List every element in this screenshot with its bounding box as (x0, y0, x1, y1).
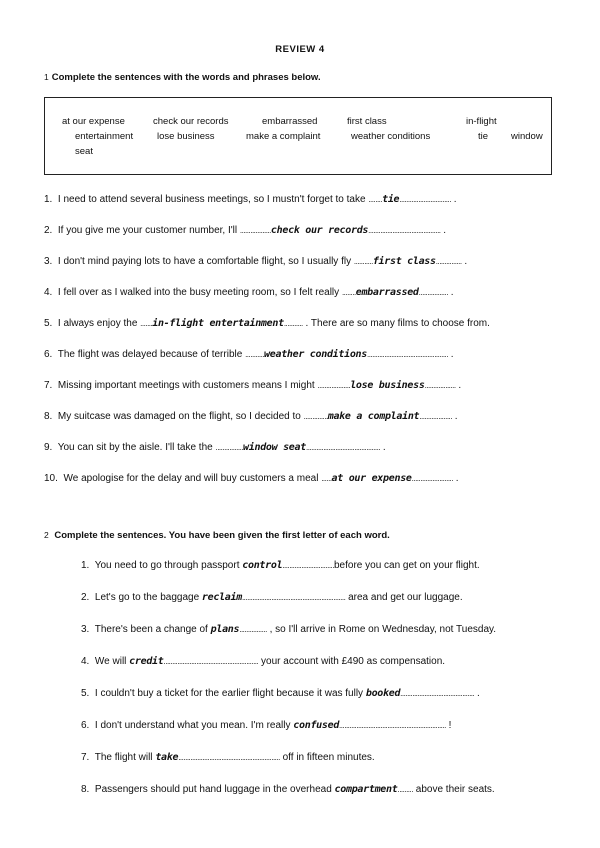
item-number: 7. (44, 380, 53, 391)
exercise2-item (81, 560, 480, 571)
answer-text: make a complaint (327, 411, 420, 422)
blank-dots: ................ (239, 625, 267, 634)
item-text: The flight was delayed because of terrible (57, 349, 246, 360)
item-text-end: , so I'll arrive in Rome on Wednesday, not Tuesday. (266, 624, 497, 635)
item-text-end: . (447, 287, 454, 298)
item-text-end: . (474, 688, 480, 699)
item-number: 1. (44, 194, 53, 205)
blank-dots: ........ (368, 195, 383, 204)
blank-dots: ............................................... (367, 350, 448, 359)
exercise1-item (44, 318, 490, 329)
exercise2-item (81, 720, 451, 731)
item-number: 9. (44, 442, 53, 453)
item-text: You can sit by the aisle. I'll take the (57, 442, 216, 453)
blank-dots: ........................................... (400, 689, 475, 698)
answer-text: take (155, 752, 179, 763)
item-text: Let's go to the baggage (94, 592, 202, 603)
exercise2-item (81, 752, 375, 763)
blank-dots: .......................................... (368, 226, 441, 235)
item-text: I need to attend several business meetings, so I mustn't forget to take (57, 194, 369, 205)
exercise1-item (44, 380, 461, 391)
item-text: If you give me your customer number, I'll (57, 225, 240, 236)
blank-dots: ............... (435, 257, 462, 266)
word-bank-item: at our expense (62, 116, 125, 127)
blank-dots: .............................. (399, 195, 451, 204)
item-text-end: . (455, 380, 462, 391)
answer-text: check our records (270, 225, 369, 236)
item-number: 6. (81, 720, 90, 731)
exercise1-item (44, 473, 459, 484)
exercise2-item (81, 592, 463, 603)
item-text: I always enjoy the (57, 318, 141, 329)
word-bank-item: make a complaint (246, 131, 321, 142)
item-text: We will (94, 656, 130, 667)
word-bank-item: tie (478, 131, 489, 142)
blank-dots: ............................................................ (241, 593, 346, 602)
item-text: I fell over as I walked into the busy meeting room, so I felt really (57, 287, 342, 298)
item-text: I couldn't buy a ticket for the earlier flight because it was fully (94, 688, 366, 699)
answer-text: confused (293, 720, 340, 731)
page-title: REVIEW 4 (275, 44, 325, 55)
blank-dots: ....... (140, 319, 153, 328)
item-text-end: . (452, 411, 458, 422)
word-bank-item: first class (347, 116, 387, 127)
word-bank-item: lose business (157, 131, 215, 142)
answer-text: tie (382, 194, 400, 205)
word-bank-item: embarrassed (262, 116, 318, 127)
blank-dots: ................... (317, 381, 351, 390)
exercise1-item (44, 411, 458, 422)
item-number: 2. (44, 225, 53, 236)
item-number: 4. (44, 287, 53, 298)
item-text-end: your account with £490 as compensation. (258, 656, 446, 667)
item-text-end: ! (445, 720, 452, 731)
item-text-end: . (461, 256, 468, 267)
item-text-end: off in fifteen minutes. (279, 752, 375, 763)
answer-text: weather conditions (264, 349, 368, 360)
item-text: Passengers should put hand luggage in the overhead (94, 784, 335, 795)
item-number: 10. (44, 473, 58, 484)
item-text: You need to go through passport (94, 560, 243, 571)
blank-dots: ........................................................... (178, 753, 280, 762)
word-bank-item: check our records (153, 116, 229, 127)
blank-dots: ................... (419, 412, 452, 421)
blank-dots: ........................................... (305, 443, 381, 452)
blank-dots: ................. (418, 288, 448, 297)
item-text: There's been a change of (94, 624, 211, 635)
item-number: 1. (81, 560, 90, 571)
section1-instruction: Complete the sentences with the words and phrases below. (51, 72, 321, 83)
exercise1-item (44, 256, 467, 267)
word-bank-item: entertainment (75, 131, 134, 142)
item-text-end: above their seats. (412, 784, 495, 795)
word-bank-item: seat (75, 146, 93, 157)
section2-instruction: Complete the sentences. You have been given the first letter of each word. (54, 530, 390, 541)
section1-heading (44, 72, 321, 83)
item-text-end: . (380, 442, 386, 453)
exercise1-item (44, 194, 457, 205)
item-text-end: . (440, 225, 447, 236)
item-text: The flight will (94, 752, 156, 763)
exercise1-item (44, 442, 386, 453)
item-text: I don't understand what you mean. I'm really (94, 720, 294, 731)
answer-text: embarrassed (355, 287, 419, 298)
section2-heading (44, 530, 390, 541)
blank-dots: .............................................................. (339, 721, 446, 730)
item-number: 6. (44, 349, 53, 360)
blank-dots: ........ (341, 288, 356, 297)
item-number: 8. (44, 411, 53, 422)
answer-text: window seat (243, 442, 306, 453)
answer-text: plans (210, 624, 240, 635)
item-number: 7. (81, 752, 90, 763)
answer-text: credit (129, 656, 164, 667)
item-number: 5. (44, 318, 53, 329)
blank-dots: .............. (303, 412, 328, 421)
item-text-end: . (450, 194, 457, 205)
item-number: 5. (81, 688, 90, 699)
item-text-end: . (452, 473, 459, 484)
item-text: Missing important meetings with customers means I might (57, 380, 318, 391)
answer-text: in-flight entertainment (152, 318, 284, 329)
word-bank-item: weather conditions (351, 131, 431, 142)
answer-text: compartment (334, 784, 398, 795)
exercise2-item (81, 624, 496, 635)
word-bank-item: window (511, 131, 543, 142)
blank-dots: ......... (397, 785, 413, 794)
item-number: 3. (81, 624, 90, 635)
blank-dots: .................. (424, 381, 456, 390)
item-number: 3. (44, 256, 53, 267)
blank-dots: ........... (245, 350, 265, 359)
item-text-end: . (447, 349, 454, 360)
blank-dots: ................ (215, 443, 244, 452)
section2-number: 2 (44, 530, 49, 540)
item-text: My suitcase was damaged on the flight, so I decided to (57, 411, 304, 422)
section1-number: 1 (44, 72, 49, 82)
item-text: We apologise for the delay and will buy customers a meal (63, 473, 322, 484)
answer-text: booked (365, 688, 401, 699)
item-text-end: before you can get on your flight. (334, 560, 480, 571)
exercise1-item (44, 349, 454, 360)
word-bank-item: in-flight (466, 116, 497, 127)
answer-text: at our expense (331, 473, 412, 484)
answer-text: control (242, 560, 283, 571)
item-text: I don't mind paying lots to have a comfortable flight, so I usually fly (57, 256, 354, 267)
item-text-end: area and get our luggage. (345, 592, 463, 603)
blank-dots: .................. (239, 226, 271, 235)
exercise2-item (81, 688, 480, 699)
item-text-end: . There are so many films to choose from. (302, 318, 490, 329)
exercise1-item (44, 225, 446, 236)
blank-dots: ....................................................... (163, 657, 259, 666)
exercise2-item (81, 656, 445, 667)
answer-text: first class (372, 256, 436, 267)
blank-dots: ........................ (411, 474, 453, 483)
item-number: 8. (81, 784, 90, 795)
blank-dots: .............................. (282, 561, 334, 570)
exercise1-item (44, 287, 454, 298)
item-number: 2. (81, 592, 90, 603)
item-number: 4. (81, 656, 90, 667)
blank-dots: ........... (353, 257, 373, 266)
answer-text: reclaim (201, 592, 242, 603)
blank-dots: ........... (283, 319, 303, 328)
answer-text: lose business (350, 380, 425, 391)
blank-dots: ...... (321, 474, 332, 483)
exercise2-item (81, 784, 495, 795)
